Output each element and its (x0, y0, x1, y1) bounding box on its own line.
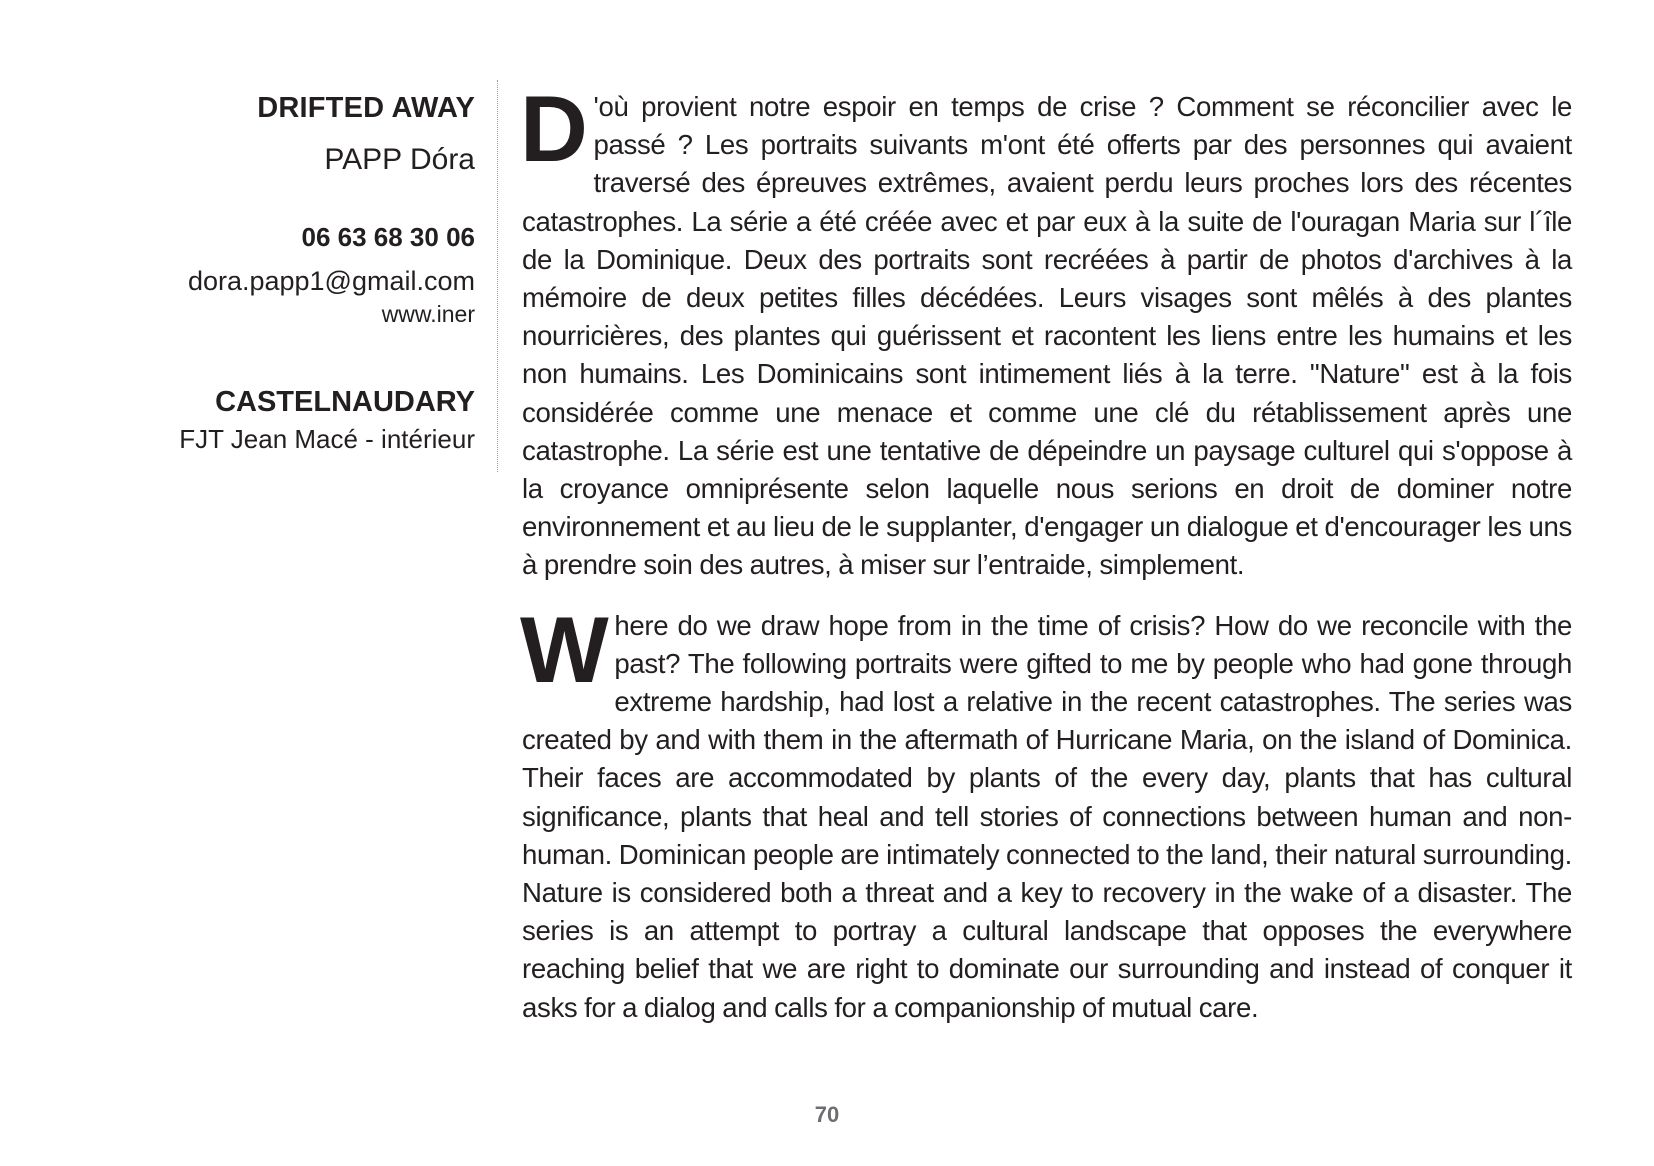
website: www.iner (381, 301, 475, 327)
author-name: PAPP Dóra (324, 143, 475, 176)
french-paragraph (520, 76, 1572, 585)
english-text: here do we draw hope from in the time of crisis? How do we reconcile with the past? The following portraits were gifted to me by people who had gone through extreme hardship, had lost a relative in the recent catastrophes. The series was created by and with them in the aftermath of Hurricane Maria, on the island of Dominica. Their faces are accommodated by plants of the every day, plants that has cultural significance, plants that heal and tell stories of connections between human and non-human. Dominican people are intimately connected to the land, their natural surrounding. Nature is considered both a threat and a key to recovery in the wake of a disaster. The series is an attempt to portray a cultural landscape that opposes the everywhere reaching belief that we are right to dominate our surrounding and instead of conquer it asks for a dialog and calls for a companionship of mutual care. (522, 609, 1572, 1023)
city-name: CASTELNAUDARY (215, 386, 475, 418)
project-title: DRIFTED AWAY (257, 92, 475, 124)
french-dropcap: D (520, 76, 588, 181)
venue-name: FJT Jean Macé - intérieur (179, 424, 475, 454)
english-paragraph (520, 596, 1572, 1027)
page-number: 70 (814, 1102, 840, 1127)
english-dropcap: W (520, 596, 609, 702)
project-info-sidebar (120, 88, 475, 456)
main-text (520, 76, 1572, 1049)
phone-number: 06 63 68 30 06 (301, 222, 475, 252)
column-divider (497, 80, 498, 472)
email-address: dora.papp1@gmail.com (187, 266, 475, 296)
french-text: 'où provient notre espoir en temps de crise ? Comment se réconcilier avec le passé ? Les portraits suivants m'ont été offerts par des personnes qui avaient traversé des épreuves extrêmes, avaient perdu leurs proches lors des récentes catastrophes. La série a été créée avec et par eux à la suite de l'ouragan Maria sur l´île de la Dominique. Deux des portraits sont recréées à partir de photos d'archives à la mémoire de deux petites filles décédées. Leurs visages sont mêlés à des plantes nourricières, des plantes qui guérissent et racontent les liens entre les humains et les non humains. Les Dominicains sont intimement liés à la terre. "Nature" est à la fois considérée comme une menace et comme une clé du rétablissement après une catastrophe. La série est une tentative de dépeindre un paysage culturel qui s'oppose à la croyance omniprésente selon laquelle nous serions en droit de dominer notre environnement et au lieu de le supplanter, d'engager un dialogue et d'encourager les uns à prendre soin des autres, à miser sur l’entraide, simplement. (522, 91, 1572, 581)
